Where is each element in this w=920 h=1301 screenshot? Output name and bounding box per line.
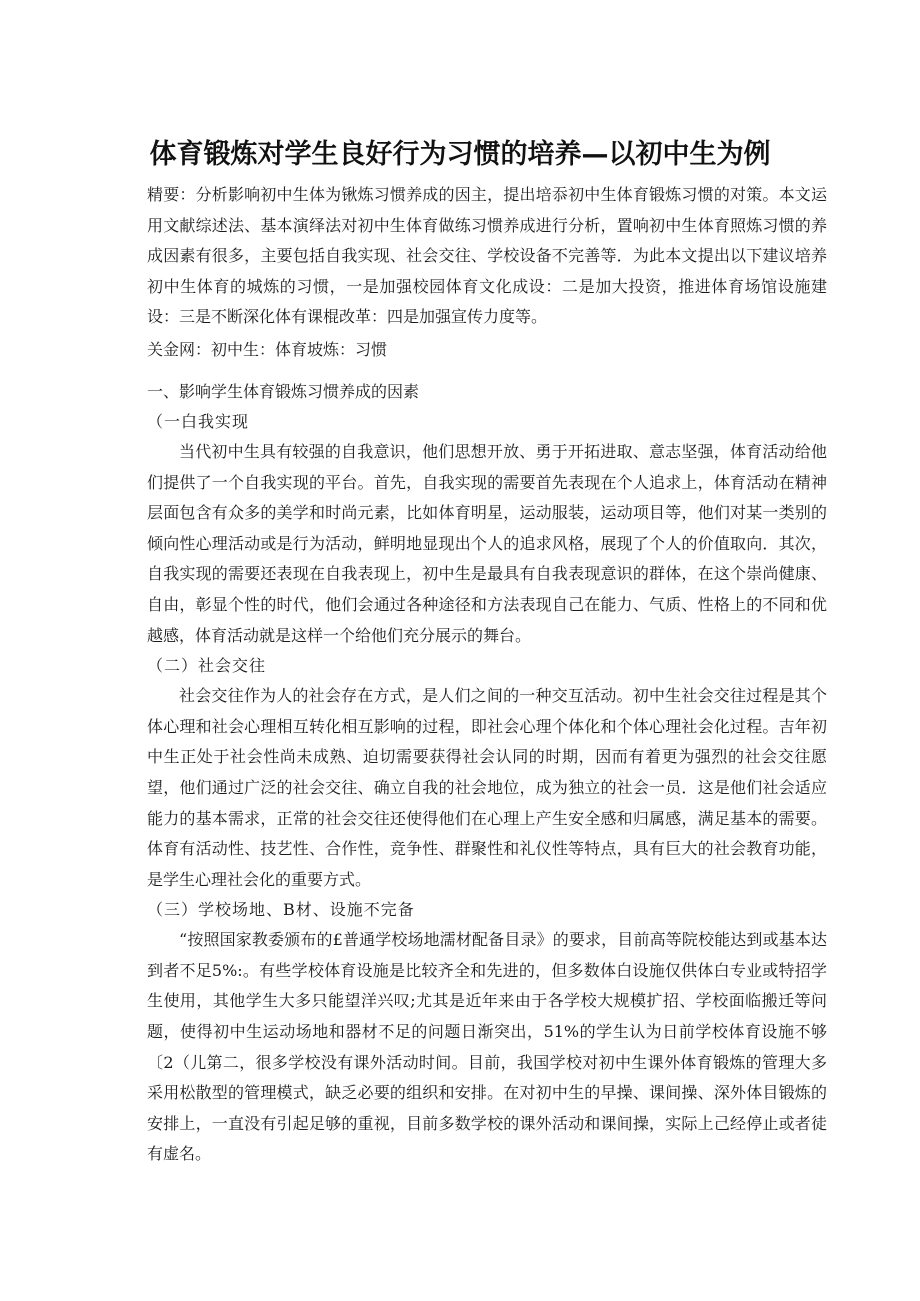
- abstract-paragraph: 精要：分析影响初中生体为锹炼习惯养成的因主，提出培忝初中生体育锻炼习惯的对策。本文运用文献综述法、基本演绎法对初中生体育做练习惯养成进行分析，置响初中生体育照炼习惯的养成因素有很多，主要包括自我实现、社会交往、学校设备不完善等．为此本文提出以下建议培养初中生体育的城炼的习惯，一是加强校园体育文化成设：二是加大投资，推进体育场馆设施建设：三是不断深化体有课棍改革：四是加强宣传力度等。: [147, 185, 827, 327]
- subsection-paragraph-2: 社会交往作为人的社会存在方式，是人们之间的一种交互活动。初中生社会交往过程是其个体心理和社会心理相互转化相互影响的过程，即社会心理个体化和个体心理社会化过程。吉年初中生正处于社会性尚未成熟、迫切需要获得社会认同的时期，因而有着更为强烈的社会交往愿望，他们通过广泛的社会交往、确立自我的社会地位，成为独立的社会一员．这是他们社会适应能力的基本需求，正常的社会交往还使得他们在心理上产生安全感和归属感，满足基本的需要。体育有活动性、技艺性、合作性，竞争性、群聚性和礼仪性等特点，具有巨大的社会教育功能，是学生心理社会化的重要方式。: [147, 686, 827, 889]
- subsection-heading-3: （三）学校场地、B材、设施不完备: [147, 900, 415, 920]
- subsection-paragraph-3: “按照国家教委颁布的£普通学校场地濡材配备目录》的要求，目前高等院校能达到或基本达到者不足5%:。有些学校体育设施是比较齐全和先进的，但多数体白设施仅供体白专业或特招学生使用，其他学生大多只能望洋兴叹;尤其是近年来由于各学校大规模扩招、学校面临搬迁等问题，使得初中生运动场地和器材不足的问题日渐突出，51%的学生认为日前学校体育设施不够〔2（儿第二，很多学校没有课外活动时间。目前，我国学校对初中生课外体育锻炼的管理大多采用松散型的管理模式，缺乏必要的组织和安排。在对初中生的早操、课间操、深外体目锻炼的安排上，一直没有引起足够的重视，目前多数学校的课外活动和课间操，实际上己经停止或者徒有虚名。: [147, 930, 827, 1164]
- keywords-line: 关金网：初中生：体育坡炼：习惯: [147, 339, 388, 359]
- document-title: 体育锻炼对学生良好行为习惯的培养—以初中生为例: [149, 139, 771, 170]
- subsection-heading-1: （一白我实现: [147, 411, 250, 431]
- subsection-heading-2: （二）社会交往: [147, 656, 267, 676]
- subsection-paragraph-1: 当代初中生具有较强的自我意识，他们思想开放、勇于开拓进取、意志坚强，体育活动给他们提供了一个自我实现的平台。首先，自我实现的需要首先表现在个人追求上，体育活动在精神层面包含有众多的美学和时尚元素，比如体育明星，运动服装，运动项目等，他们对某一类别的倾向性心理活动或是行为活动，鲜明地显现出个人的追求风格，展现了个人的价值取向．其次，自我实现的需要还表现在自我表现上，初中生是最具有自我表现意识的群体，在这个崇尚健康、自由，彰显个性的时代，他们会通过各种途径和方法表现自己在能力、气质、性格上的不同和优越感，体育活动就是这样一个给他们充分展示的舞台。: [147, 441, 827, 645]
- document-body: [147, 180, 827, 1170]
- section-heading-1: 一、影响学生体育锻炼习惯养成的因素: [147, 381, 420, 401]
